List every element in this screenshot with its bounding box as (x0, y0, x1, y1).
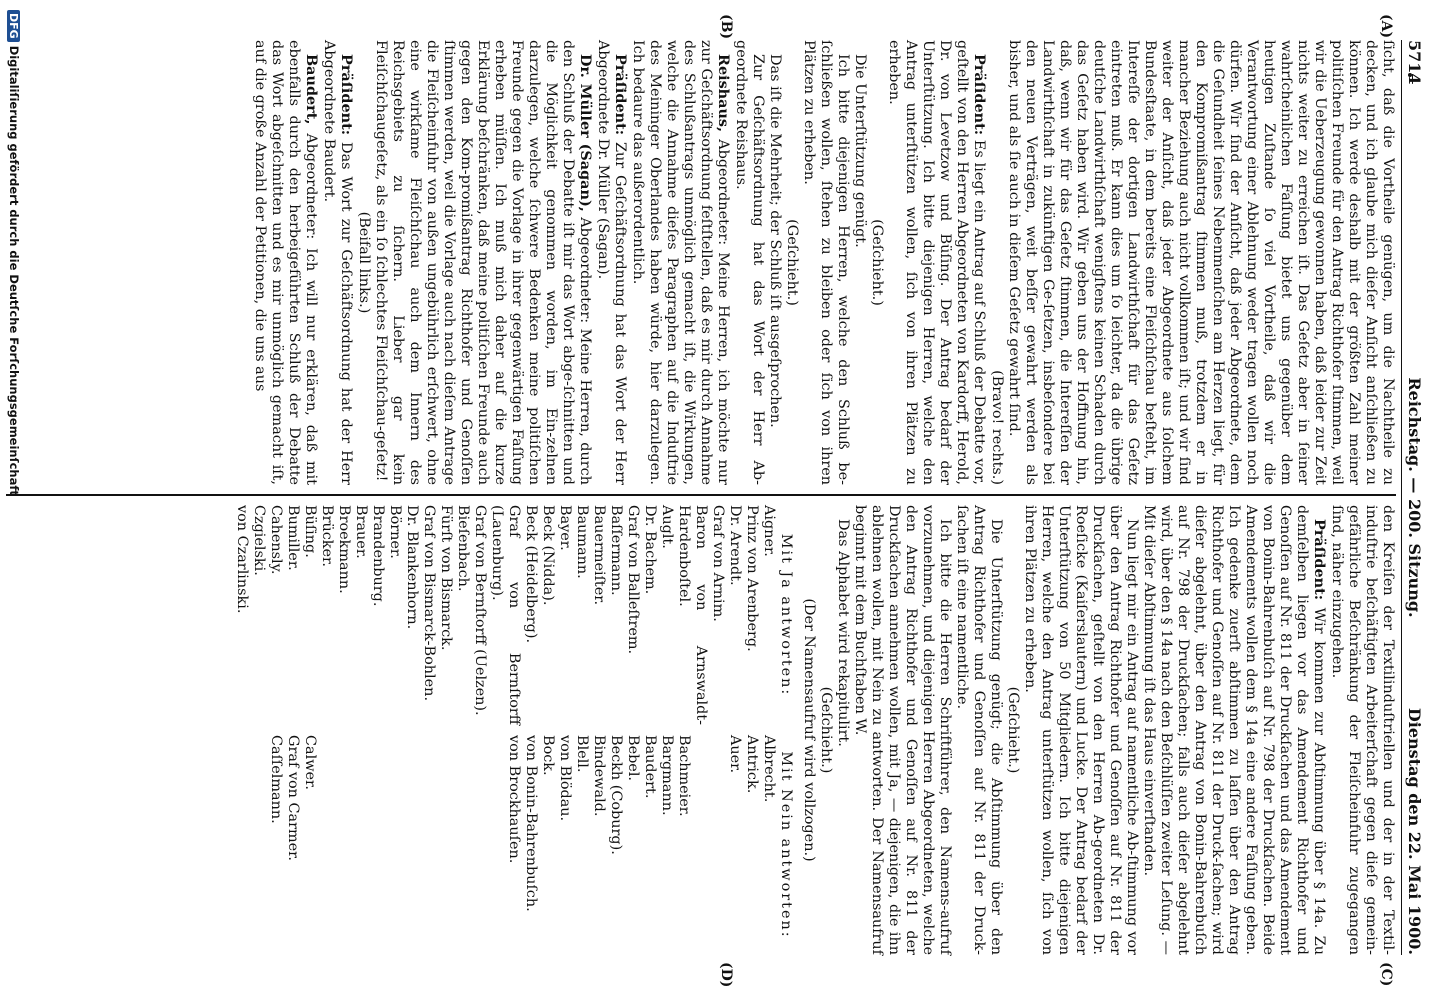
name-entry: Aigner. (761, 505, 777, 557)
name-entry: Baſſermann. (608, 505, 624, 596)
stage-direction: (Bravo! rechts.) (989, 370, 1005, 485)
name-entry (369, 735, 386, 955)
speech-text: Abgeordneter: Ich will nur erklären, daß mit ebenfalls durch den herbeigeführten Schluß der Debatte das Wort abgeſchnitten und es mir unmöglich gemacht iſt, auf die große Anzahl der Petitionen, die uns aus (252, 40, 319, 486)
paragraph (251, 40, 320, 485)
margin-mark-b: (B) (718, 14, 734, 40)
header-title: Reichstag. — 200. Sitzung. (1405, 377, 1424, 618)
margin-mark-c: (C) (1378, 962, 1394, 987)
nein-list (233, 735, 794, 955)
speech-text: Zur Geſchäftsordnung hat das Wort der Herr Abgeordnete Dr. Müller (Sagan). (595, 40, 628, 486)
name-entry (335, 735, 352, 955)
name-entry (420, 735, 437, 955)
name-entry (454, 735, 471, 955)
name-entry: Graf von Carmer. (285, 735, 301, 861)
page-number: 5714 (1405, 40, 1424, 85)
paragraph (372, 40, 594, 485)
speaker-label: Baudert, (303, 54, 320, 125)
name-entry: Prinz von Arenberg. (744, 505, 760, 652)
speech-text: Es liegt ein Antrag auf Schluß der Debatte vor, geſtellt von den Herren Abgeordneten von Kardorff, Herold, Dr. von Levetzow und Büſing. Der Antrag bedarf der Unterſtützung. Ich bitte diejenigen Herren, welche den Antrag unterſtützen wollen, ſich von ihren Plätzen zu erheben. (886, 40, 987, 485)
paragraph: Das Alphabet wird rekapitulirt. (835, 519, 851, 747)
stage-direction: (Geſchieht.) (1005, 686, 1021, 774)
stage-direction: (Beifall links.) (356, 211, 372, 314)
name-entry: Beckh (Coburg). (608, 735, 624, 855)
name-entry: Beck (Heidelberg). (523, 505, 539, 644)
name-entry: Bieſenbach. (455, 505, 471, 592)
paragraph (1140, 505, 1328, 955)
name-entry: Broekmann. (336, 505, 352, 594)
footer-text: Digitaliſierung gefördert durch die Deutſche Forſchungsgemeinſchaft (7, 45, 21, 496)
page-footer (7, 10, 21, 496)
speech-text: Abgeordneter: Meine Herren, durch den Schluß der Debatte iſt mir das Wort abge-ſchnitten und die Möglichkeit genommen worden, im Ein-zelnen darzulegen, welche ſchwere Bedenken meine politiſchen Freunde gegen die Vorlage in ihrer gegenwärtigen Faſſung erheben müſſen. Ich muß mich daher auf die kurze Erklärung beſchränken, daß meine politiſchen Freunde auch gegen den Kom-promißantrag Richthofer und Genoſſen ſtimmen werden, weil die Vorlage auch nach dieſem Antrage die Fleiſcheinfuhr von außen ungebührlich erſchwert, ohne eine wirkſame Fleiſchſchau auch dem Innern des Reichsgebiets zu ſichern. Lieber gar kein Fleiſchſchaugeſetz, als ein ſo ſchlechtes Fleiſchſchau-geſetz! (373, 40, 593, 485)
name-entry: Beck (Nidda). (540, 505, 556, 606)
name-entry: Brücker. (319, 505, 335, 567)
name-entry: Dr. Arendt. (727, 505, 743, 586)
paragraph (629, 40, 732, 485)
right-column (233, 505, 1396, 955)
column-divider (6, 494, 1396, 496)
name-entry: Graf von Bismarck-Bohlen. (421, 505, 437, 702)
name-entry (471, 735, 488, 955)
name-entry: Baumann. (574, 505, 590, 579)
name-entry: von Czarlinski. (234, 505, 250, 614)
name-entry: Cahensly. (268, 505, 284, 575)
paragraph: den Kreiſen der Textilinduſtriellen und der in der Textil-induſtrie beſchäftigten Arbeiterſchaft gegen dieſe gemein-gefährliche Beſchränkung der Fleiſcheinfuhr zugegangen ſind, näher einzugehen. (1329, 505, 1396, 955)
name-entry: Fürſt von Bismarck. (438, 505, 454, 651)
name-entry: Dr. Blankenhorn. (404, 505, 420, 630)
paragraph: Die Unterſtützung genügt; die Abſtimmung über den Antrag Richthofer und Genoſſen auf Nr. 811 der Druck-ſachen iſt eine namentliche. (954, 505, 1004, 955)
paragraph: Das iſt die Mehrheit; der Schluß iſt ausgeſprochen. (767, 54, 783, 428)
name-entry (709, 735, 726, 955)
ja-heading: Mit Ja antworten: (778, 533, 794, 697)
left-column (251, 40, 1396, 485)
name-entry: Bumiller. (285, 505, 301, 571)
name-entry: Graf von Bernſtorff (Lauenburg). (489, 505, 522, 725)
stage-direction: (Geſchieht.) (784, 219, 800, 306)
paragraph: Zur Geſchäftsordnung hat das Wort der Herr Ab-geordnete Reishaus. (733, 40, 766, 485)
name-entry: von Brockhauſen. (506, 735, 522, 864)
name-entry (403, 735, 420, 955)
speech-text: Wir kommen zur Abſtimmung über § 14a. Zu demſelben liegen vor das Amendement Richthofer und Genoſſen auf Nr. 811 der Druckſachen und das Amendement von Bonin-Bahrenbuſch auf Nr. 798 der Druckſachen. Beide Amendements wollen dem § 14a eine andere Faſſung geben. Ich gedenke zuerſt abſtimmen zu laſſen über den Antrag Richthofer und Genoſſen auf Nr. 811 der Druck-ſachen; wird dieſer abgelehnt, über den Antrag von Bonin-Bahrenbuſch auf Nr. 798 der Druckſachen; falls auch dieſer abgelehnt wird, über den § 14a nach den Beſchlüſſen zweiter Leſung. — Mit dieſer Abſtimmung iſt das Haus einverſtanden. (1141, 505, 1327, 955)
speaker-label: Präſident: (612, 54, 629, 136)
name-entry: Börner. (387, 505, 403, 559)
name-entry: Auer. (727, 735, 743, 774)
name-entry (488, 735, 505, 955)
stage-direction: (Geſchieht.) (818, 686, 834, 774)
margin-mark-a: (A) (1378, 14, 1394, 39)
name-entry: Bauermeiſter. (591, 505, 607, 606)
paragraph (594, 40, 629, 485)
margin-mark-d: (D) (718, 962, 734, 988)
dfg-logo: DFG (7, 10, 20, 42)
speaker-label: Reishaus, (715, 54, 732, 133)
paragraph (885, 40, 988, 485)
paragraph: Nun liegt mir ein Antrag auf namentliche Ab-ſtimmung vor über den Antrag Richthofer und Genoſſen auf Nr. 811 der Druckſachen, geſtellt von den Herren Ab-geordneten Dr. Roeſicke (Kaiſerslautern) und Lucke. Der Antrag bedarf der Unterſtützung von 50 Mitgliedern. Ich bitte diejenigen Herren, welche den Antrag unterſtützen wollen, ſich von ihren Plätzen zu erheben. (1022, 505, 1140, 955)
speaker-label: Präſident: (338, 54, 355, 136)
speech-text: Das Wort zur Geſchäftsordnung hat der Herr Abgeordnete Baudert. (321, 40, 354, 485)
name-entry: Graf von Arnim. (710, 505, 726, 622)
name-entry: Calwer. (302, 735, 318, 790)
name-entry: Czgielski. (251, 505, 267, 576)
name-entry: Bargmann. (659, 735, 675, 816)
speaker-label: Dr. Müller (Sagan), (577, 54, 594, 212)
paragraph: Ich bitte diejenigen Herren, welche den Schluß be-ſchließen wollen, ſtehen zu bleiben oder ſich von ihren Plätzen zu erheben. (801, 40, 851, 485)
paragraph: ſicht, daß die Vortheile genügen, um die Nachtheile zu decken, und ich glaube mich dieſer Anſicht anſchließen zu können. Ich werde deshalb mit der größten Zahl meiner politiſchen Freunde für den Antrag Richthofer ſtimmen, weil wir die Ueberzeugung gewonnen haben, daß leider zur Zeit nichts weiter zu erreichen iſt. Das Geſetz aber in ſeiner wahrſcheinlichen Faſſung bietet uns gegenüber dem heutigen Zuſtande ſo viel Vortheile, daß wir die Verantwortung einer Ablehnung weder tragen wollen noch dürfen. Wir ſind der Anſicht, daß jeder Abgeordnete, dem die Geſundheit ſeines Nebenmenſchen am Herzen liegt, für den Kompromißantrag ſtimmen muß, trotzdem er in mancher Beziehung auch nicht vollkommen iſt; und wir ſind weiter der Anſicht, daß jeder Abgeordnete aus ſolchem Bundesſtaate, in dem bereits eine Fleiſchſchau beſteht, im Intereſſe der dortigen Landwirthſchaft für das Geſetz eintreten muß. Er kann dies um ſo leichter, da die übrige deutſche Landwirthſchaft wenigſtens keinen Schaden durch das Geſetz haben wird. Wir geben uns der Hoffnung hin, daß, wenn wir für das Geſetz ſtimmen, die Intereſſen der Landwirthſchaft in zukünftigen Ge-ſetzen, insbeſondere bei den neuen Verträgen, weit beſſer gewahrt werden als bisher, und als ſie auch in dieſem Geſetz gewahrt ſind. (1006, 40, 1396, 485)
vote-lists (233, 505, 794, 955)
name-entry (386, 735, 403, 955)
stage-direction: (Geſchieht.) (869, 219, 885, 306)
ja-list (233, 505, 794, 725)
stage-direction: (Der Namensaufruf wird vollzogen.) (801, 598, 817, 862)
speaker-label: Präſident: (1311, 519, 1328, 601)
name-entry: Graf von Bernſtorff (Uelzen). (472, 505, 488, 716)
name-entry: Antrick. (744, 735, 760, 794)
name-entry: Brandenburg. (370, 505, 386, 607)
paragraph: Die Unterſtützung genügt. (852, 54, 868, 248)
name-entry: Bindewald. (591, 735, 607, 817)
name-entry: Caſſelmann. (268, 735, 284, 824)
paragraph (320, 40, 355, 485)
name-entry: Büſing. (302, 505, 318, 558)
nein-heading: Mit Nein antworten: (778, 751, 794, 939)
name-entry: Graf von Balleſtrem. (625, 505, 641, 655)
name-entry: Brauer. (353, 505, 369, 559)
name-entry: Albrecht. (761, 735, 777, 803)
page-header (1401, 40, 1424, 955)
name-entry: Baron von Arnswaldt-Hardenboſtel. (676, 505, 709, 725)
name-entry: Auglt. (659, 505, 675, 549)
name-entry: Bock. (540, 735, 556, 776)
name-entry: Dr. Bachem. (642, 505, 658, 595)
name-entry (437, 735, 454, 955)
name-entry: von Blödau. (557, 735, 573, 822)
name-entry: Baudert. (642, 735, 658, 799)
name-entry: Bebel. (625, 735, 641, 781)
name-entry (318, 735, 335, 955)
name-entry: von Bonin-Bahrenbuſch. (523, 735, 539, 912)
speech-text: Abgeordneter: Meine Herren, ich möchte nur zur Geſchäftsordnung feſtſtellen, daß es mir durch Annahme des Schlußantrags unmöglich gemacht iſt, die Wirkungen, welche die Annahme dieſes Paragraphen auf die Induſtrie des Meininger Oberlandes haben würde, hier darzulegen. Ich bedaure das außerordentlich. (630, 40, 731, 486)
name-entry (692, 735, 709, 955)
paragraph: Ich bitte die Herren Schriftführer, den Namens-aufruf vorzunehmen, und diejenigen Herren Abgeordneten, welche den Antrag Richthofer und Genoſſen auf Nr. 811 der Druckſachen annehmen wollen, mit Ja, — diejenigen, die ihn ablehnen wollen, mit Nein zu antworten. Der Namensaufruf beginnt mit dem Buchſtaben W. (852, 505, 953, 955)
name-entry: Blell. (574, 735, 590, 773)
speaker-label: Präſident: (971, 54, 988, 136)
header-date: Dienstag den 22. Mai 1900. (1405, 707, 1424, 955)
name-entry: Bachmeier. (676, 735, 692, 817)
name-entry (352, 735, 369, 955)
name-entry: Bayer. (557, 505, 573, 551)
